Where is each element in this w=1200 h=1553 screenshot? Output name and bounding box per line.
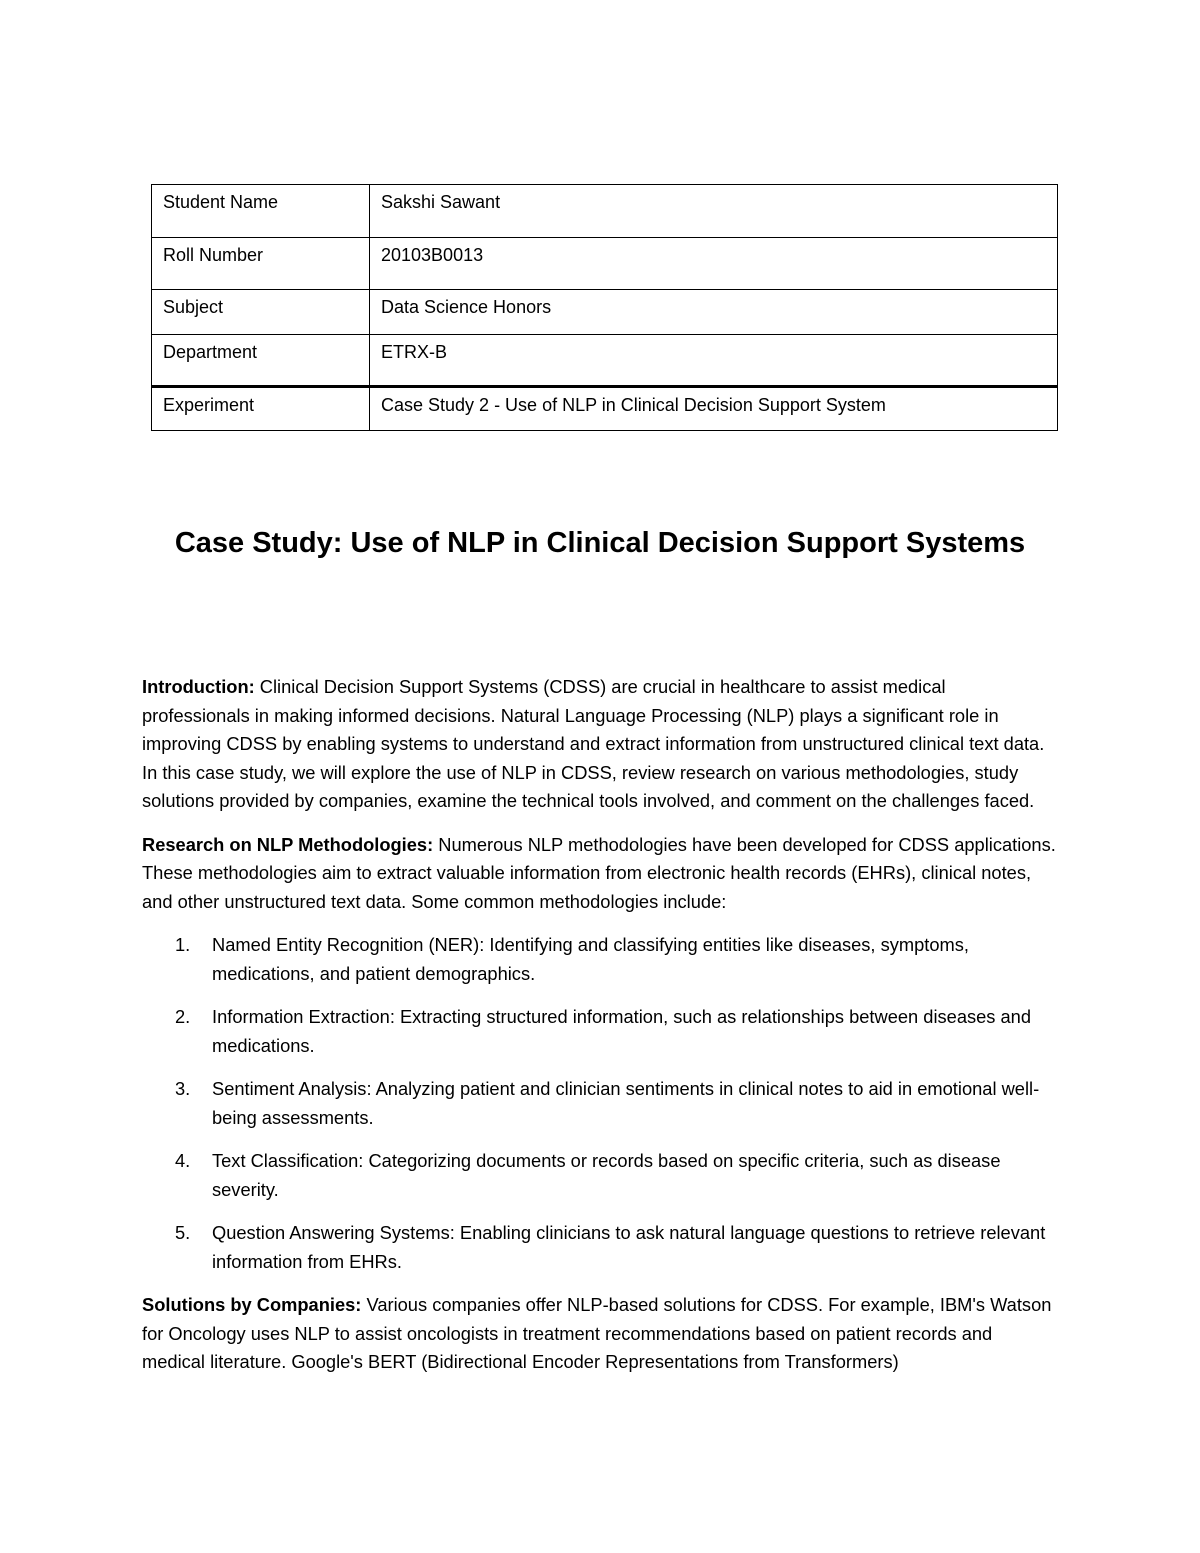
- student-info-table: [151, 184, 1058, 431]
- list-number: 5.: [175, 1222, 191, 1243]
- solutions-heading: Solutions by Companies:: [142, 1294, 362, 1315]
- table-value-cell: ETRX-B: [370, 335, 1058, 387]
- table-label-cell: Subject: [152, 290, 370, 335]
- list-number: 2.: [175, 1006, 191, 1027]
- table-row: [152, 290, 1058, 335]
- list-item: [142, 1219, 1058, 1276]
- table-row: [152, 335, 1058, 387]
- list-number: 3.: [175, 1078, 191, 1099]
- list-item: [142, 931, 1058, 988]
- list-item: [142, 1075, 1058, 1132]
- research-text: Numerous NLP methodologies have been developed for CDSS applications. These methodologies aim to extract valuable information from electronic health records (EHRs), clinical notes, and other unstructured text data. Some common methodologies include:: [142, 833, 1056, 912]
- table-row: [152, 185, 1058, 238]
- list-text: Text Classification: Categorizing documents or records based on specific criteria, such as disease severity.: [212, 1150, 1001, 1200]
- intro-heading: Introduction:: [142, 676, 255, 697]
- solutions-text: Various companies offer NLP-based solutions for CDSS. For example, IBM's Watson for Oncology uses NLP to assist oncologists in treatment recommendations based on patient records and medical literature. Google's BERT (Bidirectional Encoder Representations from Transformers): [142, 1294, 1052, 1372]
- list-item: [142, 1147, 1058, 1204]
- methodology-list: [142, 931, 1058, 1276]
- document-body: [142, 673, 1058, 1392]
- table-label-cell: Department: [152, 335, 370, 387]
- table-label-cell: Student Name: [152, 185, 370, 238]
- intro-paragraph: [142, 673, 1058, 816]
- intro-text: Clinical Decision Support Systems (CDSS) are crucial in healthcare to assist medical professionals in making informed decisions. Natural Language Processing (NLP) plays a significant role in improving CDSS by enabling systems to understand and extract information from unstructured clinical text data. In this case study, we will explore the use of NLP in CDSS, review research on various methodologies, study solutions provided by companies, examine the technical tools involved, and comment on the challenges faced.: [142, 676, 1045, 811]
- table-label-cell: Roll Number: [152, 238, 370, 290]
- table-label-cell: Experiment: [152, 387, 370, 431]
- solutions-paragraph: [142, 1291, 1058, 1377]
- list-text: Sentiment Analysis: Analyzing patient and clinician sentiments in clinical notes to aid in emotional well-being assessments.: [212, 1078, 1040, 1128]
- list-number: 4.: [175, 1150, 191, 1171]
- table-row: [152, 238, 1058, 290]
- table-row: [152, 387, 1058, 431]
- table-value-cell: Case Study 2 - Use of NLP in Clinical Decision Support System: [370, 387, 1058, 431]
- table-value-cell: Sakshi Sawant: [370, 185, 1058, 238]
- list-number: 1.: [175, 934, 191, 955]
- research-heading: Research on NLP Methodologies:: [142, 833, 434, 855]
- table-value-cell: 20103B0013: [370, 238, 1058, 290]
- document-title: Case Study: Use of NLP in Clinical Decision Support Systems: [174, 527, 1026, 559]
- research-paragraph: [142, 831, 1058, 917]
- list-item: [142, 1003, 1058, 1060]
- list-text: Information Extraction: Extracting structured information, such as relationships between diseases and medications.: [212, 1006, 1032, 1056]
- list-text: Named Entity Recognition (NER): Identifying and classifying entities like diseases, symptoms, medications, and patient demographics.: [212, 934, 969, 984]
- list-text: Question Answering Systems: Enabling clinicians to ask natural language questions to retrieve relevant information from EHRs.: [212, 1222, 1046, 1272]
- table-value-cell: Data Science Honors: [370, 290, 1058, 335]
